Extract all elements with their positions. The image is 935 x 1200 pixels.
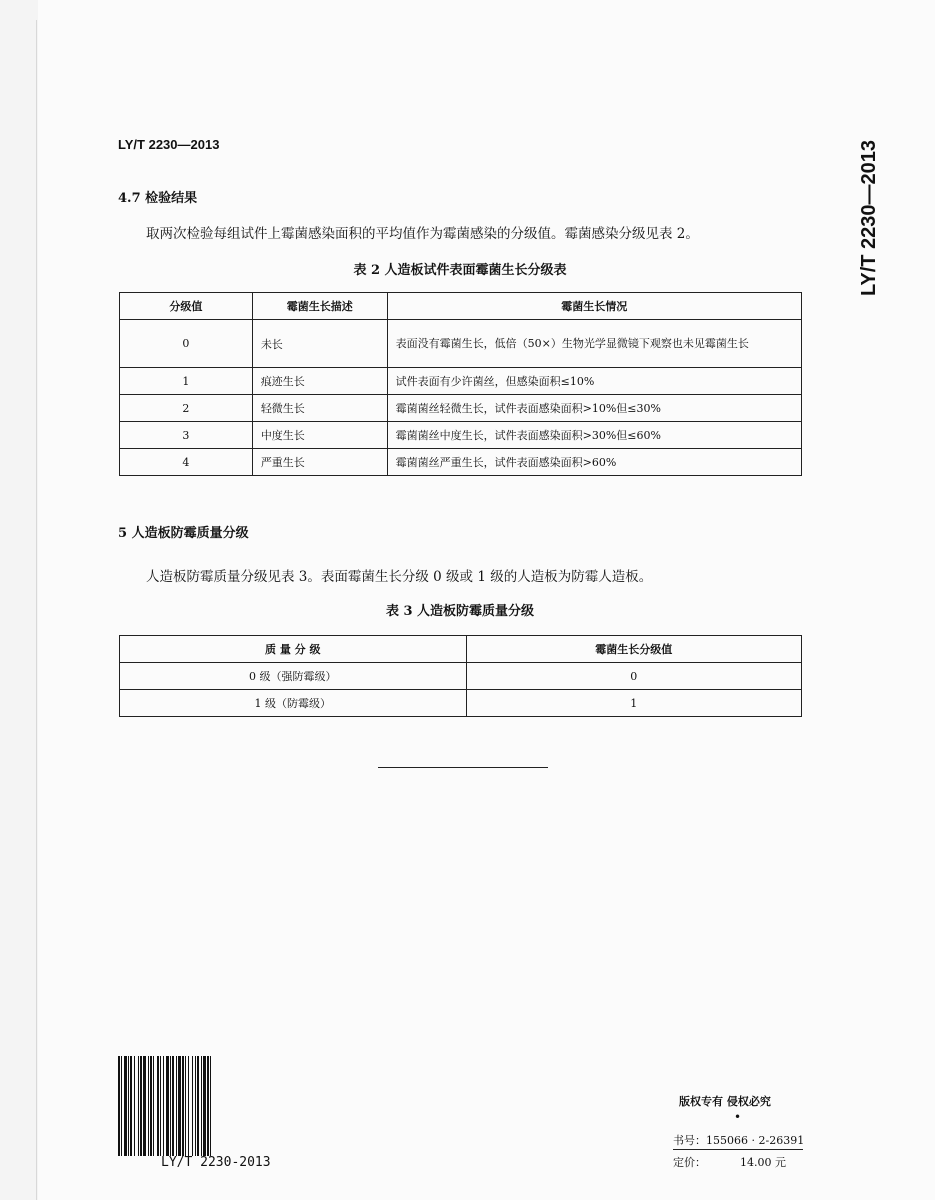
- table-row: 0 级（强防霉级） 0: [120, 663, 802, 690]
- end-rule: [378, 767, 548, 768]
- section-4-7-paragraph: 取两次检验每组试件上霉菌感染面积的平均值作为霉菌感染的分级值。霉菌感染分级见表 2。: [146, 226, 699, 242]
- table-row: 1 级（防霉级） 1: [120, 690, 802, 717]
- barcode-bar: [211, 1056, 213, 1156]
- section-4-7-title: 4.7 检验结果: [118, 191, 198, 206]
- price-value: 14.00 元: [740, 1156, 786, 1169]
- book-number: 书号：155066 · 2-26391: [673, 1134, 805, 1147]
- standard-code-side: LY/T 2230—2013: [858, 139, 880, 296]
- standard-code-header: LY/T 2230—2013: [118, 137, 220, 152]
- table-2: [119, 292, 802, 476]
- section-5-title: 5 人造板防霉质量分级: [118, 526, 249, 541]
- table-row: 3 中度生长 霉菌菌丝中度生长，试件表面感染面积>30%但≤60%: [120, 422, 802, 449]
- table-3-title: 表 3 人造板防霉质量分级: [385, 604, 535, 619]
- table-3: [119, 635, 802, 717]
- barcode-label: LY/T 2230-2013: [161, 1155, 271, 1170]
- table-2-header-condition: 霉菌生长情况: [387, 293, 801, 320]
- separator-dot: •: [734, 1110, 742, 1124]
- table-row: 4 严重生长 霉菌菌丝严重生长，试件表面感染面积>60%: [120, 449, 802, 476]
- page-left-shadow: [36, 20, 37, 1200]
- barcode-image: [118, 1056, 333, 1156]
- book-number-underline: [673, 1149, 803, 1150]
- table-row: 2 轻微生长 霉菌菌丝轻微生长，试件表面感染面积>10%但≤30%: [120, 395, 802, 422]
- section-5-paragraph: 人造板防霉质量分级见表 3。表面霉菌生长分级 0 级或 1 级的人造板为防霉人造板。: [146, 569, 653, 585]
- table-3-header-quality-grade: 质 量 分 级: [120, 636, 467, 663]
- table-row: 0 未长 表面没有霉菌生长，低倍（50×）生物光学显微镜下观察也未见霉菌生长: [120, 320, 802, 368]
- table-3-header-growth-value: 霉菌生长分级值: [466, 636, 802, 663]
- table-2-header-description: 霉菌生长描述: [252, 293, 387, 320]
- table-2-header-grade: 分级值: [120, 293, 253, 320]
- table-row: 1 痕迹生长 试件表面有少许菌丝，但感染面积≤10%: [120, 368, 802, 395]
- copyright-notice: 版权专有 侵权必究: [679, 1095, 771, 1108]
- price-label: 定价：: [673, 1156, 706, 1169]
- table-2-title: 表 2 人造板试件表面霉菌生长分级表: [353, 263, 567, 278]
